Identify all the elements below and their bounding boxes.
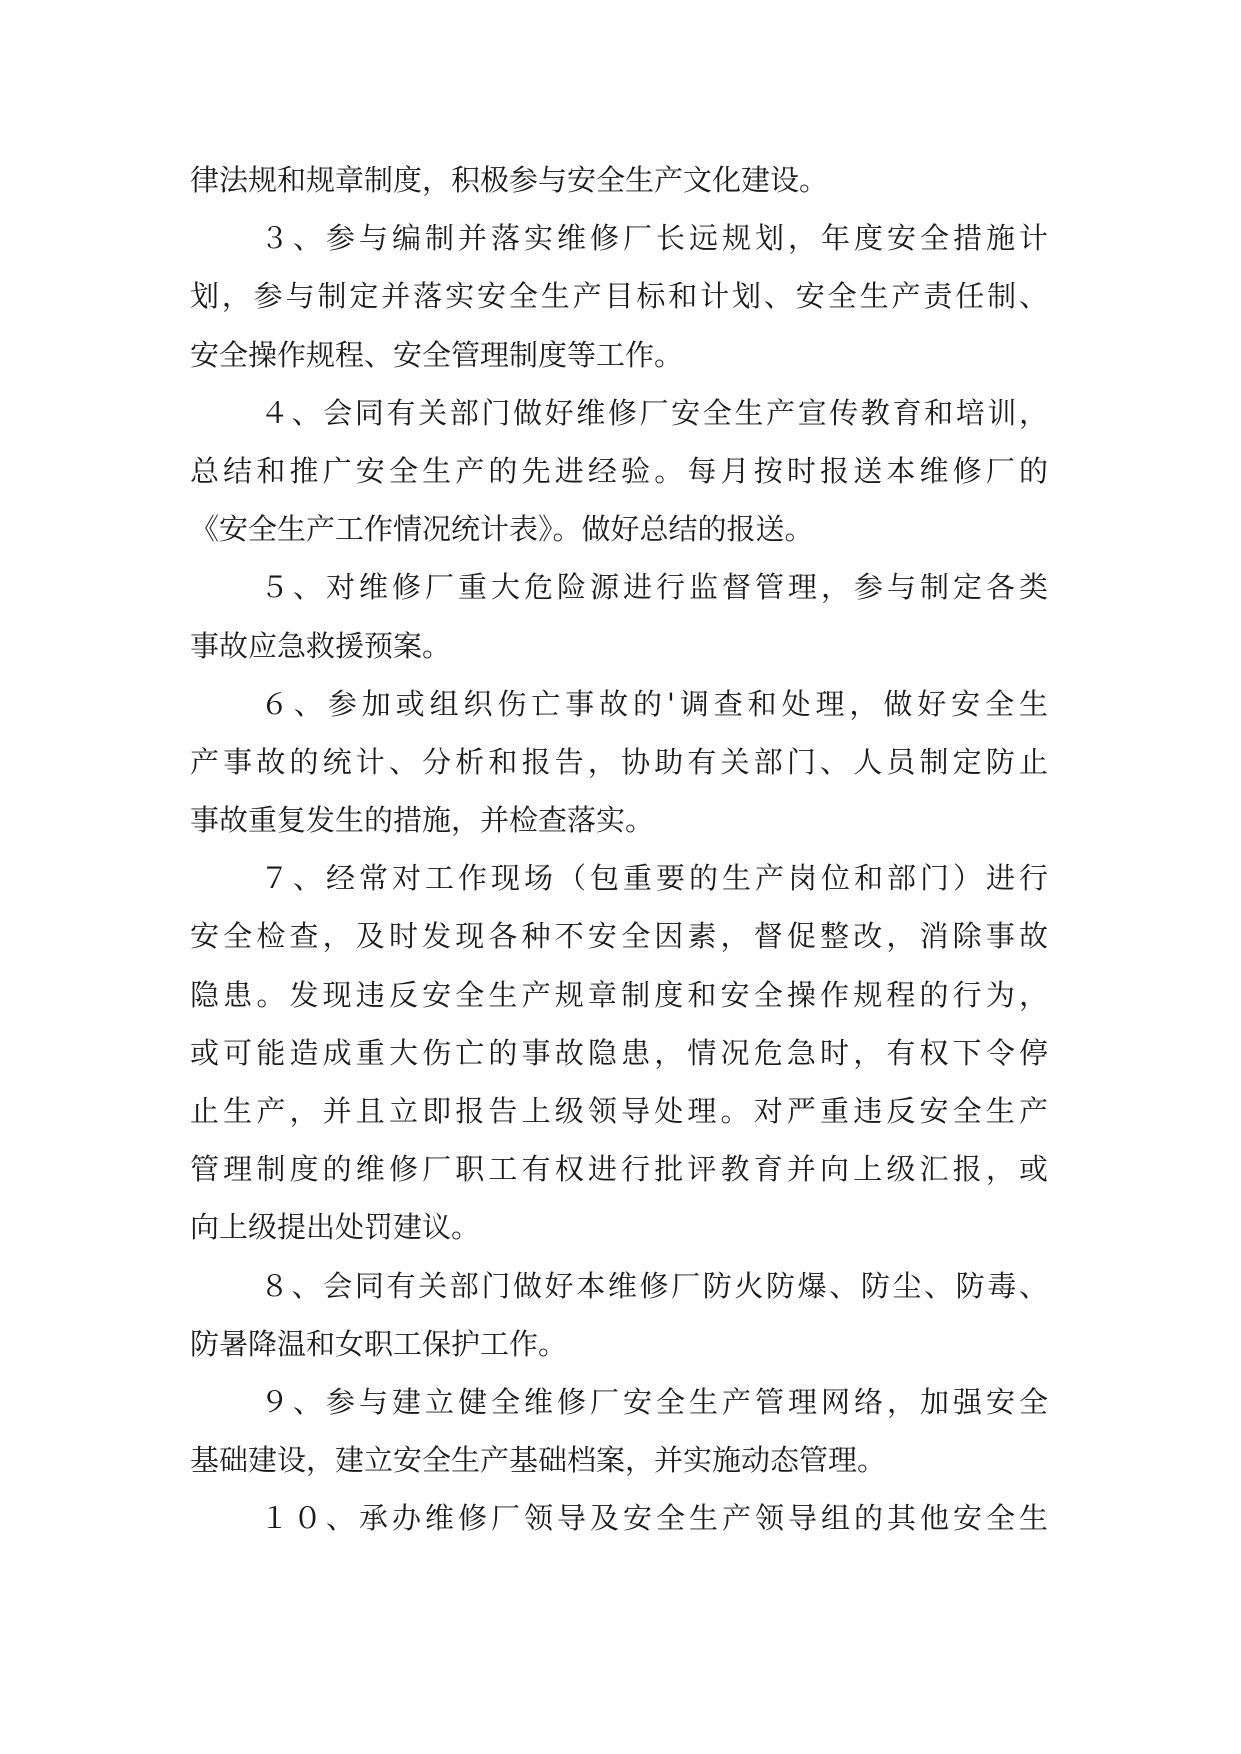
text-line: 产事故的统计、分析和报告，协助有关部门、人员制定防止 xyxy=(190,744,1048,779)
text-line: 律法规和规章制度，积极参与安全生产文化建设。 xyxy=(190,163,829,197)
text-line: 安全操作规程、安全管理制度等工作。 xyxy=(190,337,684,372)
text-line: ５、对维修厂重大危险源进行监督管理，参与制定各类 xyxy=(260,570,1048,605)
document-body xyxy=(190,160,1048,1557)
text-line: 安全检查，及时发现各种不安全因素，督促整改，消除事故 xyxy=(190,919,1048,954)
text-line: 事故重复发生的措施，并检查落实。 xyxy=(190,803,655,838)
text-line: 向上级提出处罚建议。 xyxy=(190,1210,481,1245)
text-line: 划，参与制定并落实安全生产目标和计划、安全生产责任制、 xyxy=(190,279,1048,314)
text-line: 基础建设，建立安全生产基础档案，并实施动态管理。 xyxy=(190,1443,887,1478)
text-line: 管理制度的维修厂职工有权进行批评教育并向上级汇报，或 xyxy=(190,1152,1048,1187)
text-line: ９、参与建立健全维修厂安全生产管理网络，加强安全 xyxy=(260,1384,1048,1419)
text-line: ４、会同有关部门做好维修厂安全生产宣传教育和培训， xyxy=(260,395,1048,430)
text-line: 防暑降温和女职工保护工作。 xyxy=(190,1326,568,1361)
text-line: ７、经常对工作现场（包重要的生产岗位和部门）进行 xyxy=(260,861,1048,896)
text-line: ６、参加或组织伤亡事故的'调查和处理，做好安全生 xyxy=(260,686,1048,721)
text-line: 事故应急救援预案。 xyxy=(190,628,452,663)
text-line: ８、会同有关部门做好本维修厂防火防爆、防尘、防毒、 xyxy=(260,1268,1048,1303)
text-line: 隐患。发现违反安全生产规章制度和安全操作规程的行为， xyxy=(190,977,1048,1012)
text-line: 总结和推广安全生产的先进经验。每月按时报送本维修厂的 xyxy=(190,453,1048,488)
text-line: １０、承办维修厂领导及安全生产领导组的其他安全生 xyxy=(260,1501,1048,1536)
text-line: 止生产，并且立即报告上级领导处理。对严重违反安全生产 xyxy=(190,1094,1048,1128)
text-line: 《安全生产工作情况统计表》。做好总结的报送。 xyxy=(190,512,814,547)
text-line: ３、参与编制并落实维修厂长远规划，年度安全措施计 xyxy=(260,221,1048,256)
text-line: 或可能造成重大伤亡的事故隐患，情况危急时，有权下令停 xyxy=(190,1035,1048,1070)
